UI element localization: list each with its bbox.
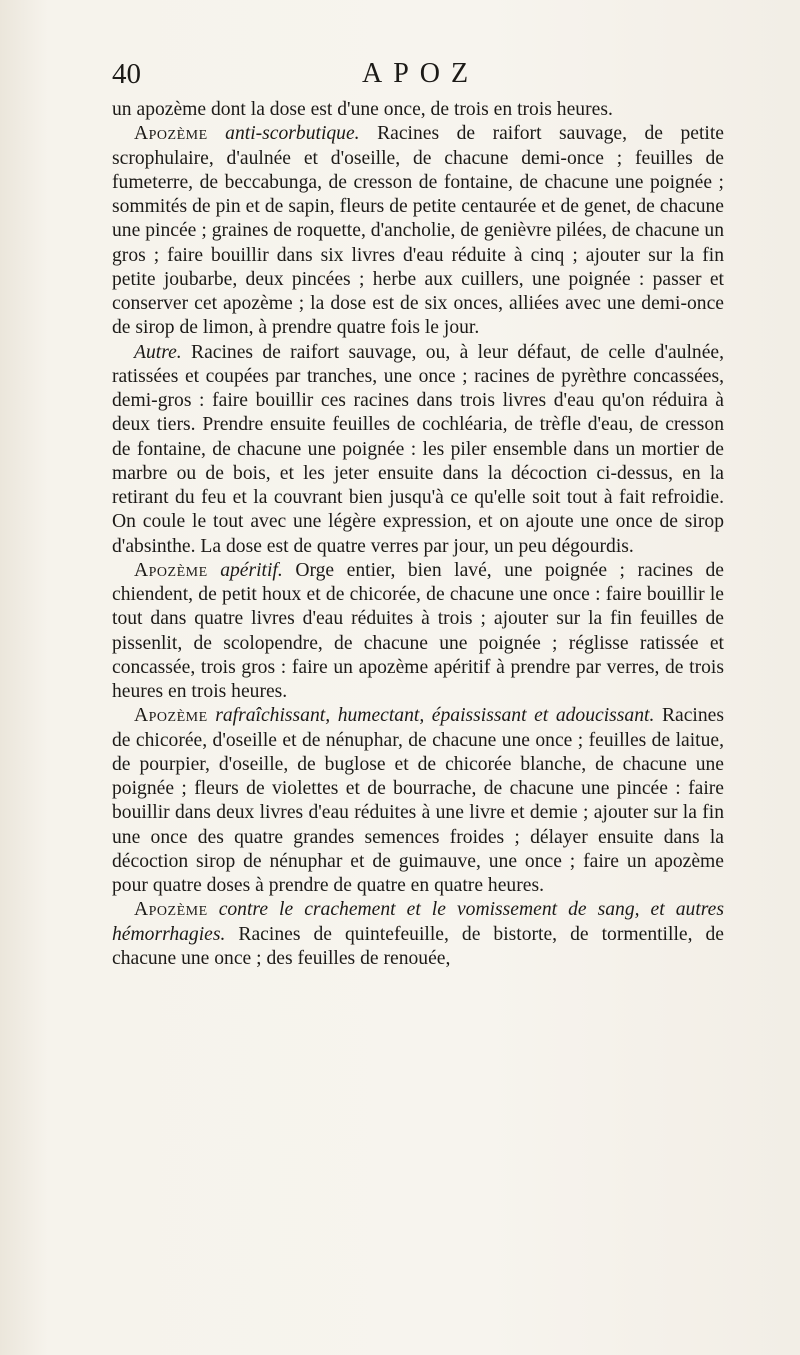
entry-title: apéritif. xyxy=(220,559,283,581)
paragraph-text: Racines de quintefeuille, de bistorte, de tormentille, de chacune une once ; des feuilles de renouée, xyxy=(112,923,724,969)
entry-title: anti-scorbutique. xyxy=(225,123,360,145)
page-number: 40 xyxy=(112,58,141,90)
page-body xyxy=(112,98,724,971)
entry-head: Apozème xyxy=(134,559,208,581)
paragraph-text: un apozème dont la dose est d'une once, de trois en trois heures. xyxy=(112,99,613,120)
entry-head: Apozème xyxy=(134,705,208,727)
paragraph-apozeme-anti-scorbutique xyxy=(112,122,724,340)
paragraph-text: Racines de raifort sauvage, de petite scrophulaire, d'aulnée et d'oseille, de chacune demi-once ; feuilles de fumeterre, de beccabunga, de cresson de fontaine, de chacune une poignée ; sommités de pin et de sapin, fleurs de petite centaurée et de genet, de chacune une pincée ; graines de roquette, d'ancholie, de genièvre pilées, de chacune un gros ; faire bouillir dans six livres d'eau réduite à cinq ; ajouter sur la fin petite joubarbe, deux pincées ; herbe aux cuillers, une poignée : passer et conserver cet apozème ; la dose est de six onces, alliées avec une demi-once de sirop de limon, à prendre quatre fois le jour. xyxy=(112,123,724,339)
entry-head: Apozème xyxy=(134,123,208,145)
paragraph-apozeme-rafraichissant xyxy=(112,704,724,898)
paragraph-autre xyxy=(112,341,724,559)
paragraph-text: Orge entier, bien lavé, une poignée ; racines de chiendent, de petit houx et de chicorée, de chacune une once : faire bouillir le tout dans quatre livres d'eau réduites à trois ; ajouter sur la fin feuilles de pissenlit, de scolopendre, de chacune une poignée ; réglisse ratissée et concassée, trois gros : faire un apozème apéritif à prendre par verres, de trois heures en trois heures. xyxy=(112,559,725,702)
paragraph-apozeme-crachement xyxy=(112,898,724,971)
entry-head: Apozème xyxy=(134,899,208,921)
page-header xyxy=(112,58,732,98)
paragraph-apozeme-aperitif xyxy=(112,559,724,705)
paragraph-continuation xyxy=(112,98,724,122)
entry-title: Autre. xyxy=(134,341,182,363)
entry-title: contre le crachement et le vomissement de sang, et autres hémorrhagies. xyxy=(112,899,724,945)
paragraph-text: Racines de raifort sauvage, ou, à leur défaut, de celle d'aulnée, ratissées et coupées par tranches, une once ; racines de pyrèthre concassées, demi-gros : faire bouillir ces racines dans trois livres d'eau qu'on réduira à deux tiers. Prendre ensuite feuilles de cochléaria, de trèfle d'eau, de cresson de fontaine, de chacune une poignée : les piler ensemble dans un mortier de marbre ou de bois, et les jeter ensuite dans la décoction ci-dessus, en la retirant du feu et la couvrant bien jusqu'à ce qu'elle soit tout à fait refroidie. On coule le tout avec une légère expression, et on ajoute une once de sirop d'absinthe. La dose est de quatre verres par jour, un peu dégourdis. xyxy=(112,341,724,557)
paragraph-text: Racines de chicorée, d'oseille et de nénuphar, de chacune une once ; feuilles de laitue, de pourpier, d'oseille, de buglose et de chicorée blanche, de chacune une poignée ; fleurs de violettes et de bourrache, de chacune une pincée : faire bouillir dans deux livres d'eau réduites à une livre et demie ; ajouter sur la fin une once des quatre grandes semences froides ; délayer ensuite dans la décoction sirop de nénuphar et de guimauve, une once ; faire un apozème pour quatre doses à prendre de quatre en quatre heures. xyxy=(112,705,724,896)
running-head: APOZ xyxy=(362,58,480,89)
entry-title: rafraîchissant, humectant, épaississant et adoucissant. xyxy=(215,705,655,727)
